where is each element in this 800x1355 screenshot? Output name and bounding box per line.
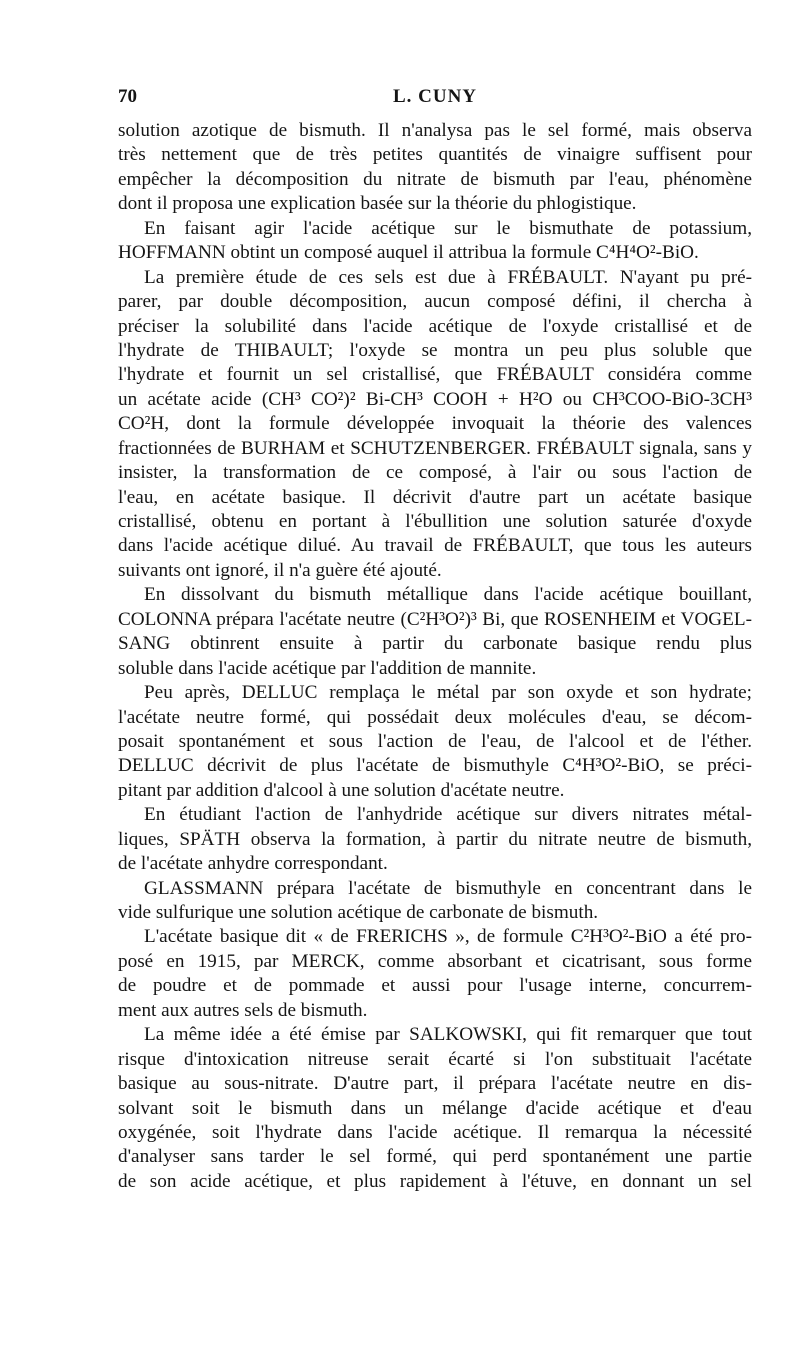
text-line: insister, la transformation de ce composé, à l'air ou sous l'action de	[118, 462, 752, 484]
text-line: CO²H, dont la formule développée invoquait la théorie des valences	[118, 413, 752, 435]
text-line: de son acide acétique, et plus rapidement à l'étuve, en donnant un sel	[118, 1170, 752, 1192]
text-line: préciser la solubilité dans l'acide acétique de l'oxyde cristallisé et de	[118, 315, 752, 337]
text-line: fractionnées de BURHAM et SCHUTZENBERGER. FRÉBAULT signala, sans y	[118, 437, 752, 459]
text-line: très nettement que de très petites quantités de vinaigre suffisent pour	[118, 144, 752, 166]
page-number: 70	[118, 86, 137, 107]
text-line: En étudiant l'action de l'anhydride acétique sur divers nitrates métal-	[144, 804, 752, 826]
running-title: L. CUNY	[392, 86, 478, 107]
paragraph	[118, 217, 752, 266]
text-line: La première étude de ces sels est due à FRÉBAULT. N'ayant pu pré-	[144, 266, 752, 288]
text-line: risque d'intoxication nitreuse serait écarté si l'on substituait l'acétate	[118, 1048, 752, 1070]
text-line: soluble dans l'acide acétique par l'addition de mannite.	[118, 657, 537, 679]
text-line: l'eau, en acétate basique. Il décrivit d'autre part un acétate basique	[118, 486, 752, 508]
text-line: En faisant agir l'acide acétique sur le bismuthate de potassium,	[144, 217, 752, 239]
paragraph	[118, 681, 752, 803]
text-line: posé en 1915, par MERCK, comme absorbant et cicatrisant, sous forme	[118, 950, 752, 972]
paragraph	[118, 925, 752, 1023]
text-line: SANG obtinrent ensuite à partir du carbonate basique rendu plus	[118, 633, 752, 655]
text-line: basique au sous-nitrate. D'autre part, il prépara l'acétate neutre en dis-	[118, 1073, 752, 1095]
text-line: GLASSMANN prépara l'acétate de bismuthyle en concentrant dans le	[144, 877, 752, 899]
text-line: dans l'acide acétique dilué. Au travail de FRÉBAULT, que tous les auteurs	[118, 535, 752, 557]
text-line: DELLUC décrivit de plus l'acétate de bismuthyle C⁴H³O²-BiO, se préci-	[118, 755, 752, 777]
paragraph	[118, 119, 752, 217]
text-line: vide sulfurique une solution acétique de carbonate de bismuth.	[118, 902, 599, 923]
text-line: de l'acétate anhydre correspondant.	[118, 853, 388, 875]
text-line: parer, par double décomposition, aucun composé défini, il chercha à	[118, 291, 752, 313]
text-line: L'acétate basique dit « de FRERICHS », de formule C²H³O²-BiO a été pro-	[144, 926, 752, 948]
text-line: empêcher la décomposition du nitrate de bismuth par l'eau, phénomène	[118, 168, 752, 190]
paragraph	[118, 583, 752, 681]
paragraph	[118, 877, 752, 926]
text-line: un acétate acide (CH³ CO²)² Bi-CH³ COOH + H²O ou CH³COO-BiO-3CH³	[118, 388, 752, 410]
text-line: cristallisé, obtenu en portant à l'ébullition une solution saturée d'oxyde	[118, 511, 752, 532]
paragraph	[118, 266, 752, 584]
text-line: l'hydrate et fournit un sel cristallisé, que FRÉBAULT considéra comme	[118, 364, 752, 386]
running-head	[118, 86, 752, 108]
text-line: de poudre et de pommade et aussi pour l'usage interne, concurrem-	[118, 975, 752, 997]
text-line: COLONNA prépara l'acétate neutre (C²H³O²)³ Bi, que ROSENHEIM et VOGEL-	[118, 608, 752, 630]
text-line: oxygénée, soit l'hydrate dans l'acide acétique. Il remarqua la nécessité	[118, 1121, 752, 1143]
text-line: l'acétate neutre formé, qui possédait deux molécules d'eau, se décom-	[118, 706, 752, 728]
text-line: HOFFMANN obtint un composé auquel il attribua la formule C⁴H⁴O²-BiO.	[118, 242, 699, 264]
text-line: suivants ont ignoré, il n'a guère été ajouté.	[118, 559, 442, 581]
text-line: Peu après, DELLUC remplaça le métal par son oxyde et son hydrate;	[144, 682, 752, 704]
text-line: posait spontanément et sous l'action de l'eau, de l'alcool et de l'éther.	[118, 730, 752, 752]
text-line: La même idée a été émise par SALKOWSKI, qui fit remarquer que tout	[144, 1024, 752, 1046]
paragraph	[118, 803, 752, 876]
text-line: solution azotique de bismuth. Il n'analysa pas le sel formé, mais observa	[118, 120, 752, 141]
paragraph	[118, 1023, 752, 1194]
text-line: En dissolvant du bismuth métallique dans l'acide acétique bouillant,	[144, 584, 752, 606]
text-line: ment aux autres sels de bismuth.	[118, 999, 368, 1021]
text-line: dont il proposa une explication basée sur la théorie du phlogistique.	[118, 193, 637, 215]
text-line: l'hydrate de THIBAULT; l'oxyde se montra un peu plus soluble que	[118, 339, 752, 361]
text-line: pitant par addition d'alcool à une solution d'acétate neutre.	[118, 779, 565, 801]
text-line: liques, SPÄTH observa la formation, à partir du nitrate neutre de bismuth,	[118, 828, 752, 850]
text-line: solvant soit le bismuth dans un mélange d'acide acétique et d'eau	[118, 1097, 752, 1119]
body-text	[118, 119, 752, 1194]
text-line: d'analyser sans tarder le sel formé, qui perd spontanément une partie	[118, 1146, 752, 1168]
